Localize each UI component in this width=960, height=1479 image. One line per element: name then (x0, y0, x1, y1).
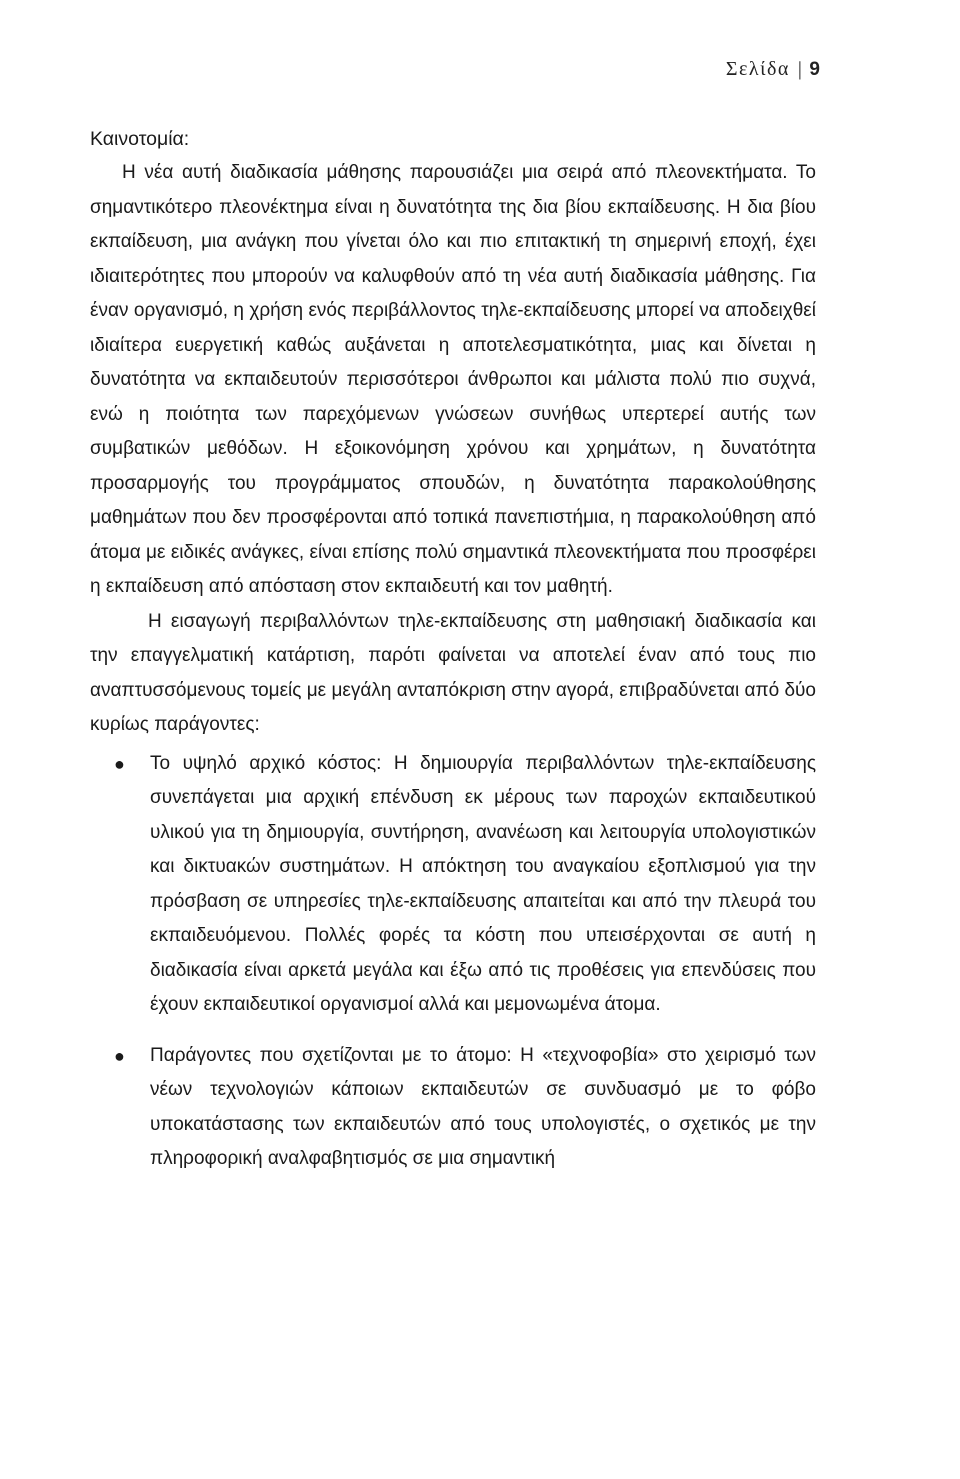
list-item-text: Παράγοντες που σχετίζονται με το άτομο: Η «τεχνοφοβία» στο χειρισμό των νέων τεχνολογιών κάποιων εκπαιδευτών σε συνδυασμό με το φόβο υποκατάστασης των εκπαιδευτών από τους υπολογιστές, ο σχετικός με την πληροφορική αναλφαβητισμός σε μια σημαντική (150, 1044, 816, 1169)
page-header-word: Σελίδα (725, 58, 790, 80)
list-item (90, 1039, 816, 1177)
paragraph-innovation: Η νέα αυτή διαδικασία μάθησης παρουσιάζει μια σειρά από πλεονεκτήματα. Το σημαντικότερο πλεονέκτημα είναι η δυνατότητα της δια βίου εκπαίδευσης. Η δια βίου εκπαίδευση, μια ανάγκη που γίνεται όλο και πιο επιτακτική τη σημερινή εποχή, έχει ιδιαιτερότητες που μπορούν να καλυφθούν από τη νέα αυτή διαδικασία μάθησης. Για έναν οργανισμό, η χρήση ενός περιβάλλοντος τηλε-εκπαίδευσης μπορεί να αποδειχθεί ιδιαίτερα ευεργετική καθώς αυξάνεται η αποτελεσματικότητα, μιας και δίνεται η δυνατότητα να εκπαιδευτούν περισσότεροι άνθρωποι και μάλιστα πολύ πιο συχνά, ενώ η ποιότητα των παρεχόμενων γνώσεων συνήθως υπερτερεί αυτής των συμβατικών μεθόδων. Η εξοικονόμηση χρόνου και χρημάτων, η δυνατότητα προσαρμογής του προγράμματος σπουδών, η δυνατότητα παρακολούθησης μαθημάτων που δεν προσφέρονται από τοπικά πανεπιστήμια, η παρακολούθηση από άτομα με ειδικές ανάγκες, είναι επίσης πολύ σημαντικά πλεονεκτήματα που προσφέρει η εκπαίδευση από απόσταση στον εκπαιδευτή και τον μαθητή. (90, 162, 816, 597)
factors-list (90, 747, 816, 1177)
paragraph-introduction: Η εισαγωγή περιβαλλόντων τηλε-εκπαίδευσης στη μαθησιακή διαδικασία και την επαγγελματική κατάρτιση, παρότι φαίνεται να αποτελεί έναν από τους πιο αναπτυσσόμενους τομείς με μεγάλη ανταπόκριση στην αγορά, επιβραδύνεται από δύο κυρίως παράγοντες: (90, 610, 816, 735)
list-item-text: Το υψηλό αρχικό κόστος: Η δημιουργία περιβαλλόντων τηλε-εκπαίδευσης συνεπάγεται μια αρχική επένδυση εκ μέρους των παροχών εκπαιδευτικού υλικού για τη δημιουργία, συντήρηση, ανανέωση και λειτουργία υπολογιστικών και δικτυακών συστημάτων. Η απόκτηση του αναγκαίου εξοπλισμού για την πρόσβαση σε υπηρεσίες τηλε-εκπαίδευσης απαιτείται και από την πλευρά του εκπαιδευόμενου. Πολλές φορές τα κόστη που υπεισέρχονται σε αυτή η διαδικασία είναι αρκετά μεγάλα και έξω από τις προθέσεις για επενδύσεις που έχουν εκπαιδευτικοί οργανισμοί αλλά και μεμονωμένα άτομα. (150, 752, 816, 1015)
bullet-dot-icon: ● (114, 753, 125, 774)
document-body (90, 122, 816, 1177)
page-header-separator: | (797, 58, 804, 80)
page-header (726, 58, 820, 81)
section-title: Καινοτομία: (90, 128, 190, 150)
bullet-dot-icon: ● (114, 1045, 125, 1066)
page-number: 9 (809, 59, 820, 80)
list-item (90, 747, 816, 1023)
